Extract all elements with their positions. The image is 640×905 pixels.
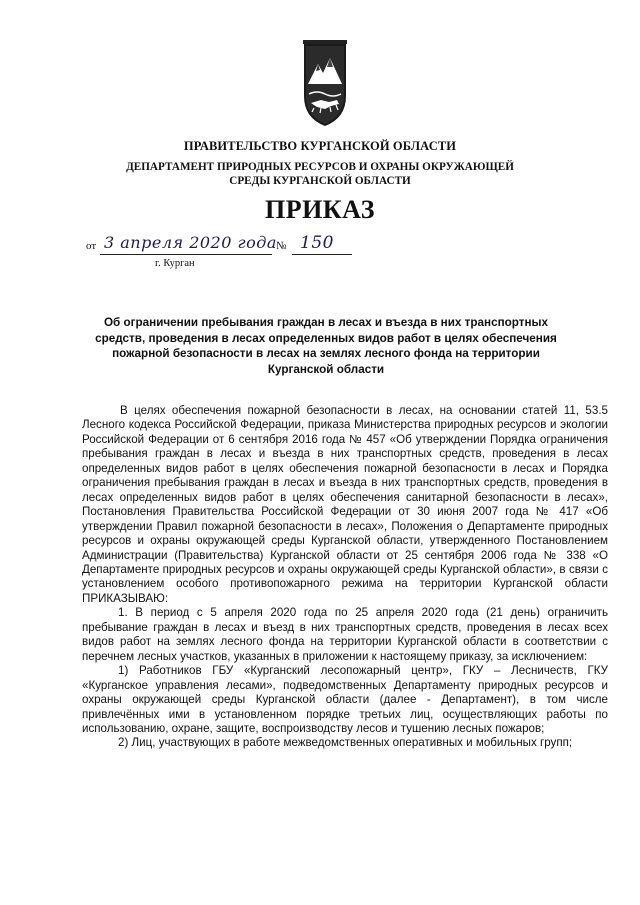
- date-prefix-label: от: [86, 240, 97, 252]
- exception-1-paragraph: 1) Работников ГБУ «Курганский лесопожарный центр», ГКУ – Лесничеств, ГКУ «Курганское управления лесами», подведомственных Департаменту природных ресурсов и охраны окружающей среды Курганской области (далее - Департамент), в том числе привлечённых ими в установленном порядке третьих лиц, осуществляющих работы по использованию, охране, защите, воспроизводству лесов и тушению лесных пожаров;: [82, 664, 608, 735]
- clause-1-paragraph: 1. В период с 5 апреля 2020 года по 25 апреля 2020 года (21 день) ограничить пребывание граждан в лесах и въезд в них транспортных средств, проведения в лесах всех видов работ на землях лесного фонда на территории Курганской области в соответствии с перечнем лесных участков, указанных в приложении к настоящему приказу, за исключением:: [82, 606, 608, 663]
- order-subject: Об ограничении пребывания граждан в лесах и въезда в них транспортных средств, проведения в лесах определенных видов работ в целях обеспечения пожарной безопасности в лесах на землях лесного фонда на территории Курганской области: [95, 316, 557, 376]
- department-title: ДЕПАРТАМЕНТ ПРИРОДНЫХ РЕСУРСОВ И ОХРАНЫ ОКРУЖАЮЩЕЙ СРЕДЫ КУРГАНСКОЙ ОБЛАСТИ: [126, 161, 514, 187]
- kurgan-coat-of-arms-icon: [303, 40, 347, 128]
- date-underline: [100, 254, 272, 255]
- order-body: [82, 404, 608, 751]
- document-type-title: ПРИКАЗ: [264, 195, 376, 224]
- handwritten-date: 3 апреля 2020 года: [104, 233, 277, 252]
- number-prefix-label: №: [276, 240, 287, 252]
- government-title: ПРАВИТЕЛЬСТВО КУРГАНСКОЙ ОБЛАСТИ: [183, 139, 457, 153]
- handwritten-number: 150: [300, 233, 334, 253]
- exception-2-paragraph: 2) Лиц, участвующих в работе межведомственных оперативных и мобильных групп;: [118, 736, 573, 750]
- city-label: г. Курган: [155, 258, 195, 269]
- number-underline: [292, 254, 352, 255]
- preamble-paragraph: В целях обеспечения пожарной безопасности в лесах, на основании статей 11, 53.5 Лесного кодекса Российской Федерации, приказа Министерства природных ресурсов и экологии Российской Федерации от 6 сентября 2016 года № 457 «Об утверждении Порядка ограничения пребывания граждан в лесах и въезда в них транспортных средств, проведения в лесах определенных видов работ в целях обеспечения пожарной безопасности в лесах и Порядка ограничения пребывания граждан в лесах и въезда в них транспортных средств, проведения в лесах определенных видов работ в целях обеспечения санитарной безопасности в лесах», Постановления Правительства Российской Федерации от 30 июня 2007 года № 417 «Об утверждении Правил пожарной безопасности в лесах», Положения о Департаменте природных ресурсов и охраны окружающей среды Курганской области, утвержденного Постановлением Администрации (Правительства) Курганской области от 25 сентября 2006 года № 338 «О Департаменте природных ресурсов и охраны окружающей среды Курганской области», в связи с установлением особого противопожарного режима на территории Курганской области ПРИКАЗЫВАЮ:: [82, 404, 608, 605]
